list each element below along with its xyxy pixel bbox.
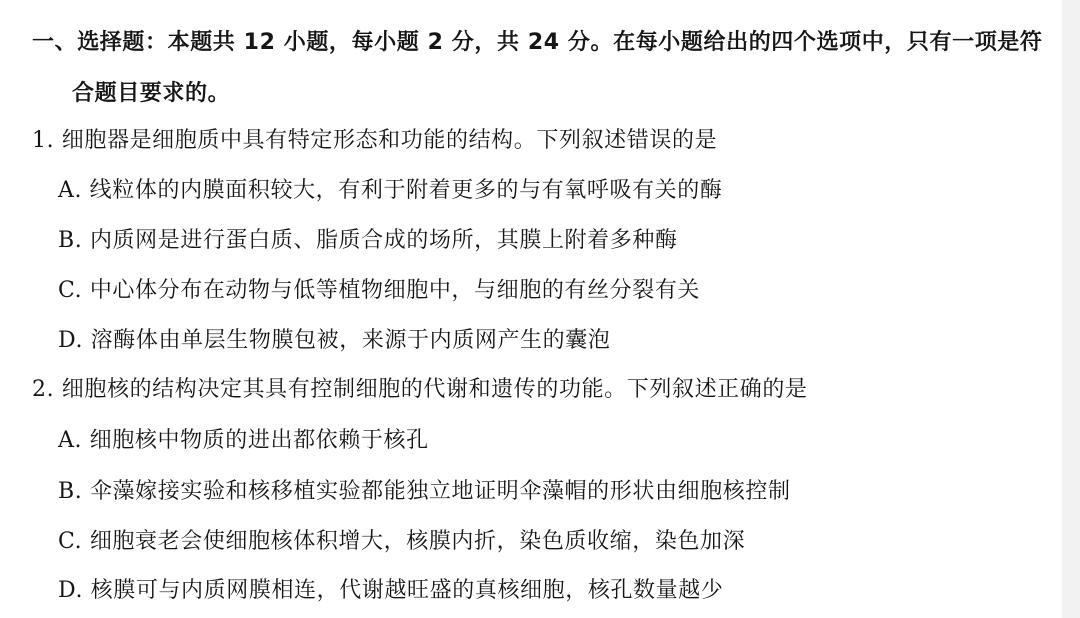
question-2-option-a: A. 细胞核中物质的进出都依赖于核孔 — [58, 428, 429, 453]
question-1-stem: 1. 细胞器是细胞质中具有特定形态和功能的结构。下列叙述错误的是 — [32, 128, 718, 153]
question-1-option-d: D. 溶酶体由单层生物膜包被，来源于内质网产生的囊泡 — [58, 328, 611, 353]
question-1-option-b: B. 内质网是进行蛋白质、脂质合成的场所，其膜上附着多种酶 — [58, 228, 678, 253]
section-heading-line-1: 一、选择题：本题共 12 小题，每小题 2 分，共 24 分。在每小题给出的四个选项中，只有一项是符 — [32, 30, 1043, 55]
section-heading-line-2: 合题目要求的。 — [72, 81, 231, 106]
question-2-option-d: D. 核膜可与内质网膜相连，代谢越旺盛的真核细胞，核孔数量越少 — [58, 578, 724, 603]
question-2-stem: 2. 细胞核的结构决定其具有控制细胞的代谢和遗传的功能。下列叙述正确的是 — [32, 377, 808, 402]
question-1-option-a: A. 线粒体的内膜面积较大，有利于附着更多的与有氧呼吸有关的酶 — [58, 178, 723, 203]
question-1-option-c: C. 中心体分布在动物与低等植物细胞中，与细胞的有丝分裂有关 — [58, 278, 701, 303]
question-2-option-b: B. 伞藻嫁接实验和核移植实验都能独立地证明伞藻帽的形状由细胞核控制 — [58, 479, 791, 504]
question-2-option-c: C. 细胞衰老会使细胞核体积增大，核膜内折，染色质收缩，染色加深 — [58, 529, 746, 554]
